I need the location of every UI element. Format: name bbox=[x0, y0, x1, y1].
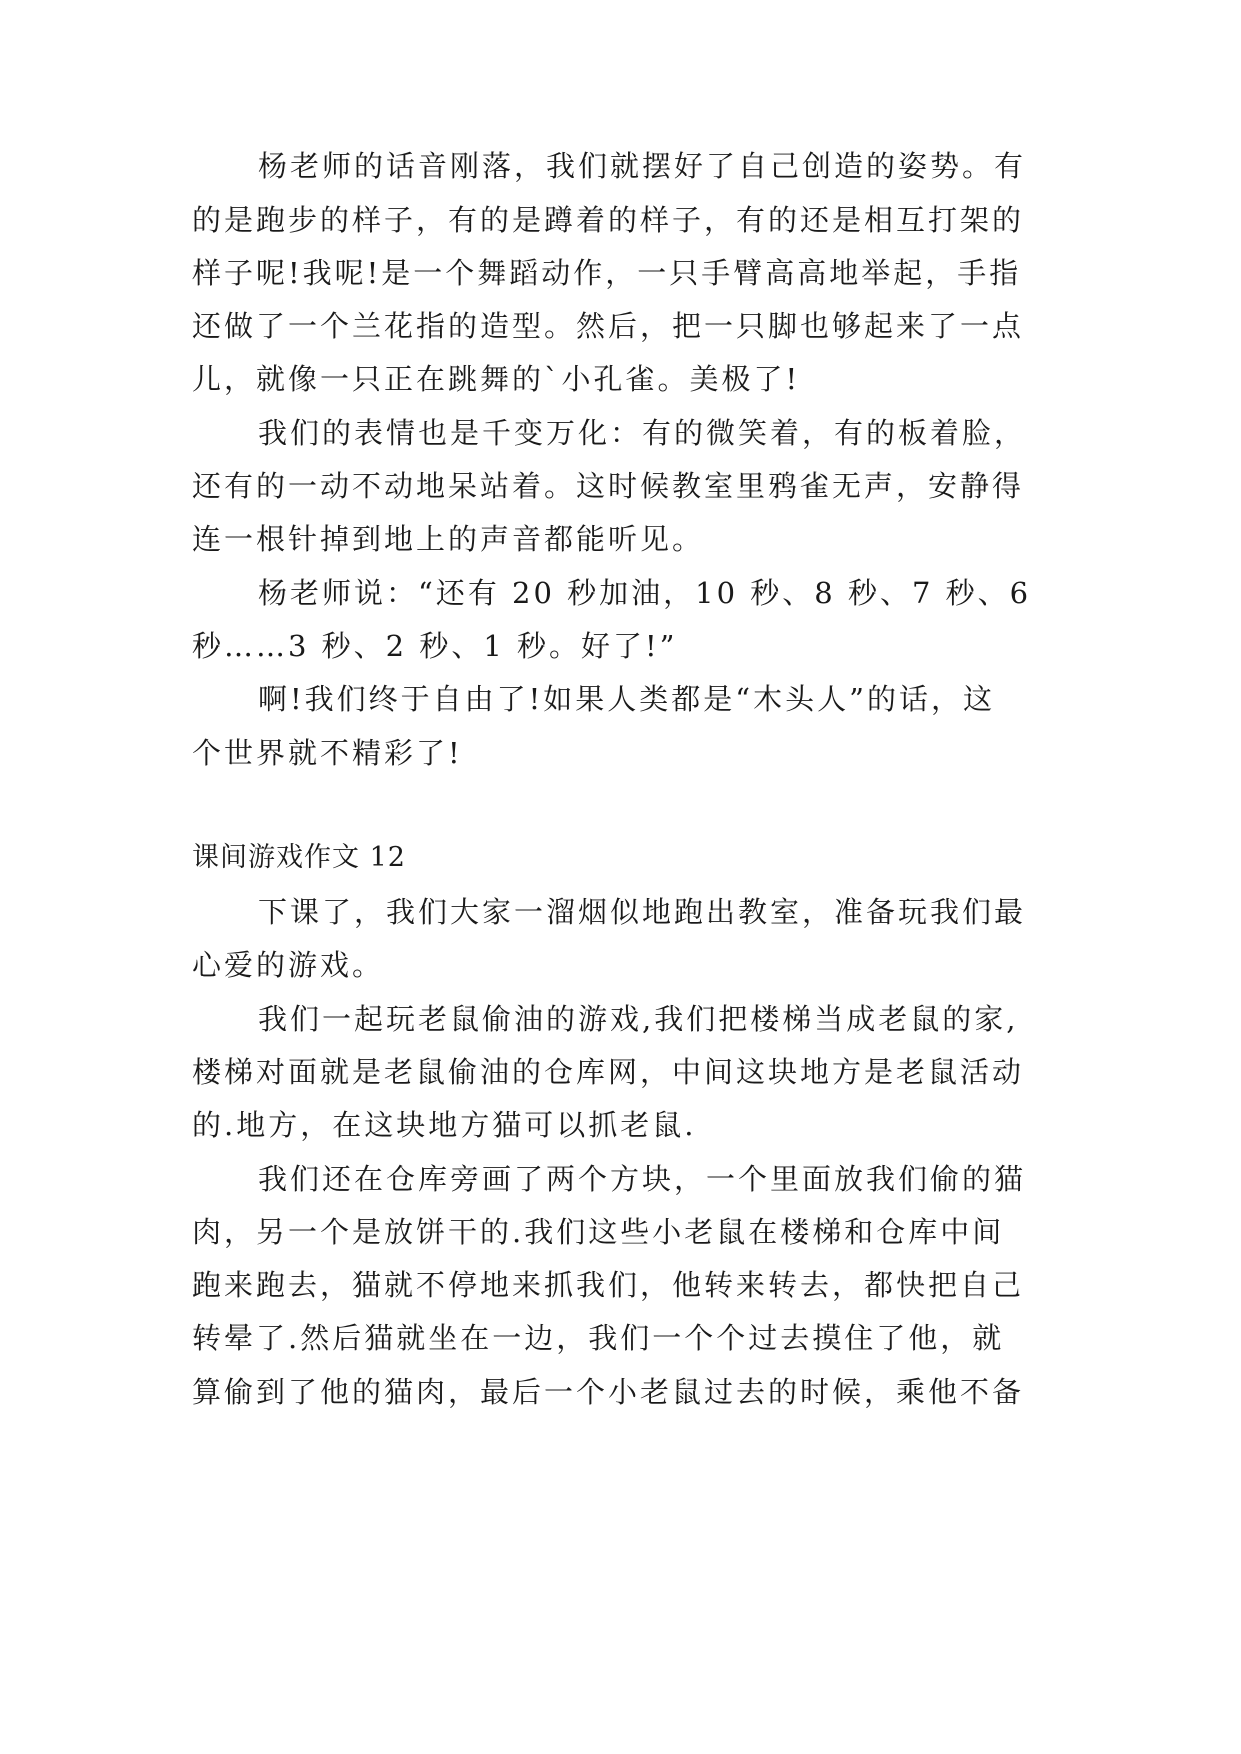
paragraph-line: 跑来跑去，猫就不停地来抓我们，他转来转去，都快把自己 bbox=[192, 1268, 1025, 1302]
paragraph-line: 下课了，我们大家一溜烟似地跑出教室，准备玩我们最 bbox=[258, 895, 1027, 929]
paragraph-line: 的.地方，在这块地方猫可以抓老鼠. bbox=[192, 1108, 697, 1142]
paragraph-line: 还做了一个兰花指的造型。然后，把一只脚也够起来了一点 bbox=[192, 309, 1025, 343]
paragraph-line: 样子呢!我呢!是一个舞蹈动作，一只手臂高高地举起，手指 bbox=[192, 256, 1022, 290]
paragraph-line: 杨老师的话音刚落，我们就摆好了自己创造的姿势。有 bbox=[258, 149, 1027, 183]
paragraph-line: 还有的一动不动地呆站着。这时候教室里鸦雀无声，安静得 bbox=[192, 469, 1025, 503]
paragraph-line: 个世界就不精彩了! bbox=[192, 736, 463, 770]
paragraph-line: 我们一起玩老鼠偷油的游戏,我们把楼梯当成老鼠的家, bbox=[258, 1002, 1019, 1036]
paragraph-line: 肉，另一个是放饼干的.我们这些小老鼠在楼梯和仓库中间 bbox=[192, 1215, 1005, 1249]
paragraph-line: 转晕了.然后猫就坐在一边，我们一个个过去摸住了他，就 bbox=[192, 1321, 1005, 1355]
paragraph-line: 楼梯对面就是老鼠偷油的仓库网，中间这块地方是老鼠活动 bbox=[192, 1055, 1025, 1089]
paragraph-line: 我们还在仓库旁画了两个方块，一个里面放我们偷的猫 bbox=[258, 1162, 1027, 1196]
paragraph-line: 我们的表情也是千变万化：有的微笑着，有的板着脸， bbox=[258, 416, 1027, 450]
paragraph-line: 心爱的游戏。 bbox=[192, 948, 385, 982]
paragraph-line: 杨老师说：“还有 20 秒加油，10 秒、8 秒、7 秒、6 bbox=[258, 576, 1032, 610]
paragraph-line: 算偷到了他的猫肉，最后一个小老鼠过去的时候，乘他不备 bbox=[192, 1375, 1025, 1409]
paragraph-line: 的是跑步的样子，有的是蹲着的样子，有的还是相互打架的 bbox=[192, 203, 1025, 237]
paragraph-line: 连一根针掉到地上的声音都能听见。 bbox=[192, 522, 705, 556]
paragraph-line: 啊!我们终于自由了!如果人类都是“木头人”的话，这 bbox=[258, 682, 995, 716]
paragraph-line: 秒……3 秒、2 秒、1 秒。好了!” bbox=[192, 629, 678, 663]
section-heading: 课间游戏作文 12 bbox=[192, 842, 406, 873]
paragraph-line: 儿，就像一只正在跳舞的`小孔雀。美极了! bbox=[192, 362, 801, 396]
